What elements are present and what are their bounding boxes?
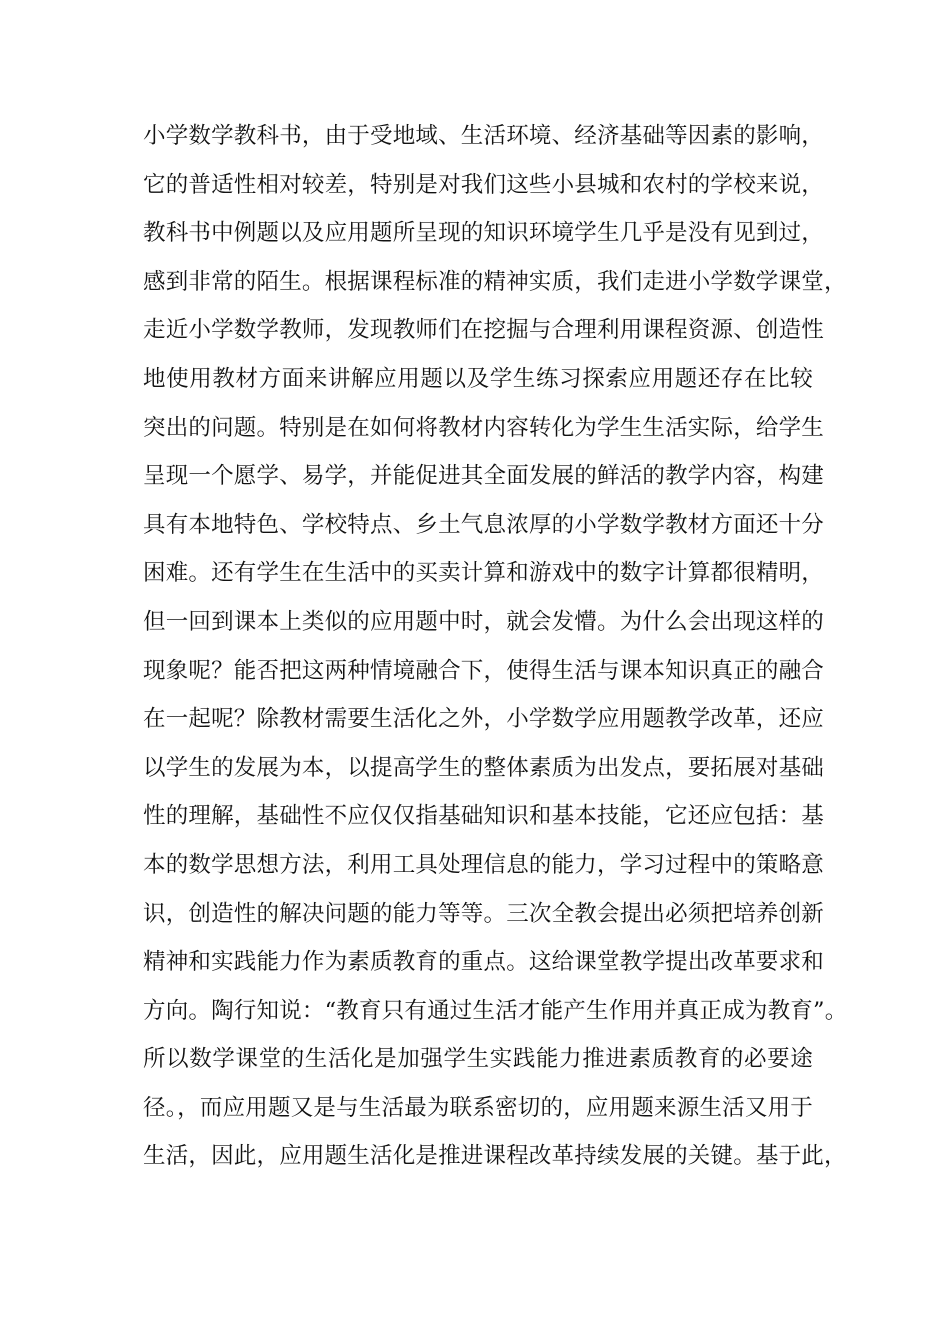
text-line: 突出的问题。特别是在如何将教材内容转化为学生生活实际，给学生	[143, 414, 825, 441]
text-line: 识，创造性的解决问题的能力等等。三次全教会提出必须把培养创新	[143, 900, 825, 927]
text-line: 生活，因此，应用题生活化是推进课程改革持续发展的关键。基于此，	[143, 1143, 847, 1170]
text-line: 但一回到课本上类似的应用题中时，就会发懵。为什么会出现这样的	[143, 608, 825, 635]
text-line: 径。，而应用题又是与生活最为联系密切的，应用题来源生活又用于	[143, 1094, 813, 1121]
text-line: 困难。还有学生在生活中的买卖计算和游戏中的数字计算都很精明，	[143, 560, 825, 587]
text-line: 小学数学教科书，由于受地域、生活环境、经济基础等因素的影响，	[143, 123, 825, 149]
text-line: 现象呢？能否把这两种情境融合下，使得生活与课本知识真正的融合	[143, 657, 825, 684]
text-line: 呈现一个愿学、易学，并能促进其全面发展的鲜活的教学内容，构建	[143, 463, 825, 490]
body-paragraph	[143, 112, 848, 1181]
text-line: 所以数学课堂的生活化是加强学生实践能力推进素质教育的必要途	[143, 1046, 813, 1073]
text-line: 本的数学思想方法，利用工具处理信息的能力，学习过程中的策略意	[143, 851, 825, 878]
text-line: 在一起呢？除教材需要生活化之外，小学数学应用题教学改革，还应	[143, 706, 825, 733]
text-line: 走近小学数学教师，发现教师们在挖掘与合理利用课程资源、创造性	[143, 317, 825, 344]
text-line: 地使用教材方面来讲解应用题以及学生练习探索应用题还存在比较	[143, 365, 813, 392]
text-line: 它的普适性相对较差，特别是对我们这些小县城和农村的学校来说，	[143, 171, 825, 198]
text-line: 性的理解，基础性不应仅仅指基础知识和基本技能，它还应包括：基	[143, 803, 825, 830]
text-line: 感到非常的陌生。根据课程标准的精神实质，我们走进小学数学课堂，	[143, 268, 847, 295]
text-line: 具有本地特色、学校特点、乡土气息浓厚的小学数学教材方面还十分	[143, 511, 825, 538]
text-line: 精神和实践能力作为素质教育的重点。这给课堂教学提出改革要求和	[143, 949, 825, 976]
text-line: 以学生的发展为本，以提高学生的整体素质为出发点，要拓展对基础	[143, 754, 825, 781]
text-line: 教科书中例题以及应用题所呈现的知识环境学生几乎是没有见到过，	[143, 220, 825, 247]
text-line: 方向。陶行知说：“教育只有通过生活才能产生作用并真正成为教育”。	[143, 997, 848, 1024]
